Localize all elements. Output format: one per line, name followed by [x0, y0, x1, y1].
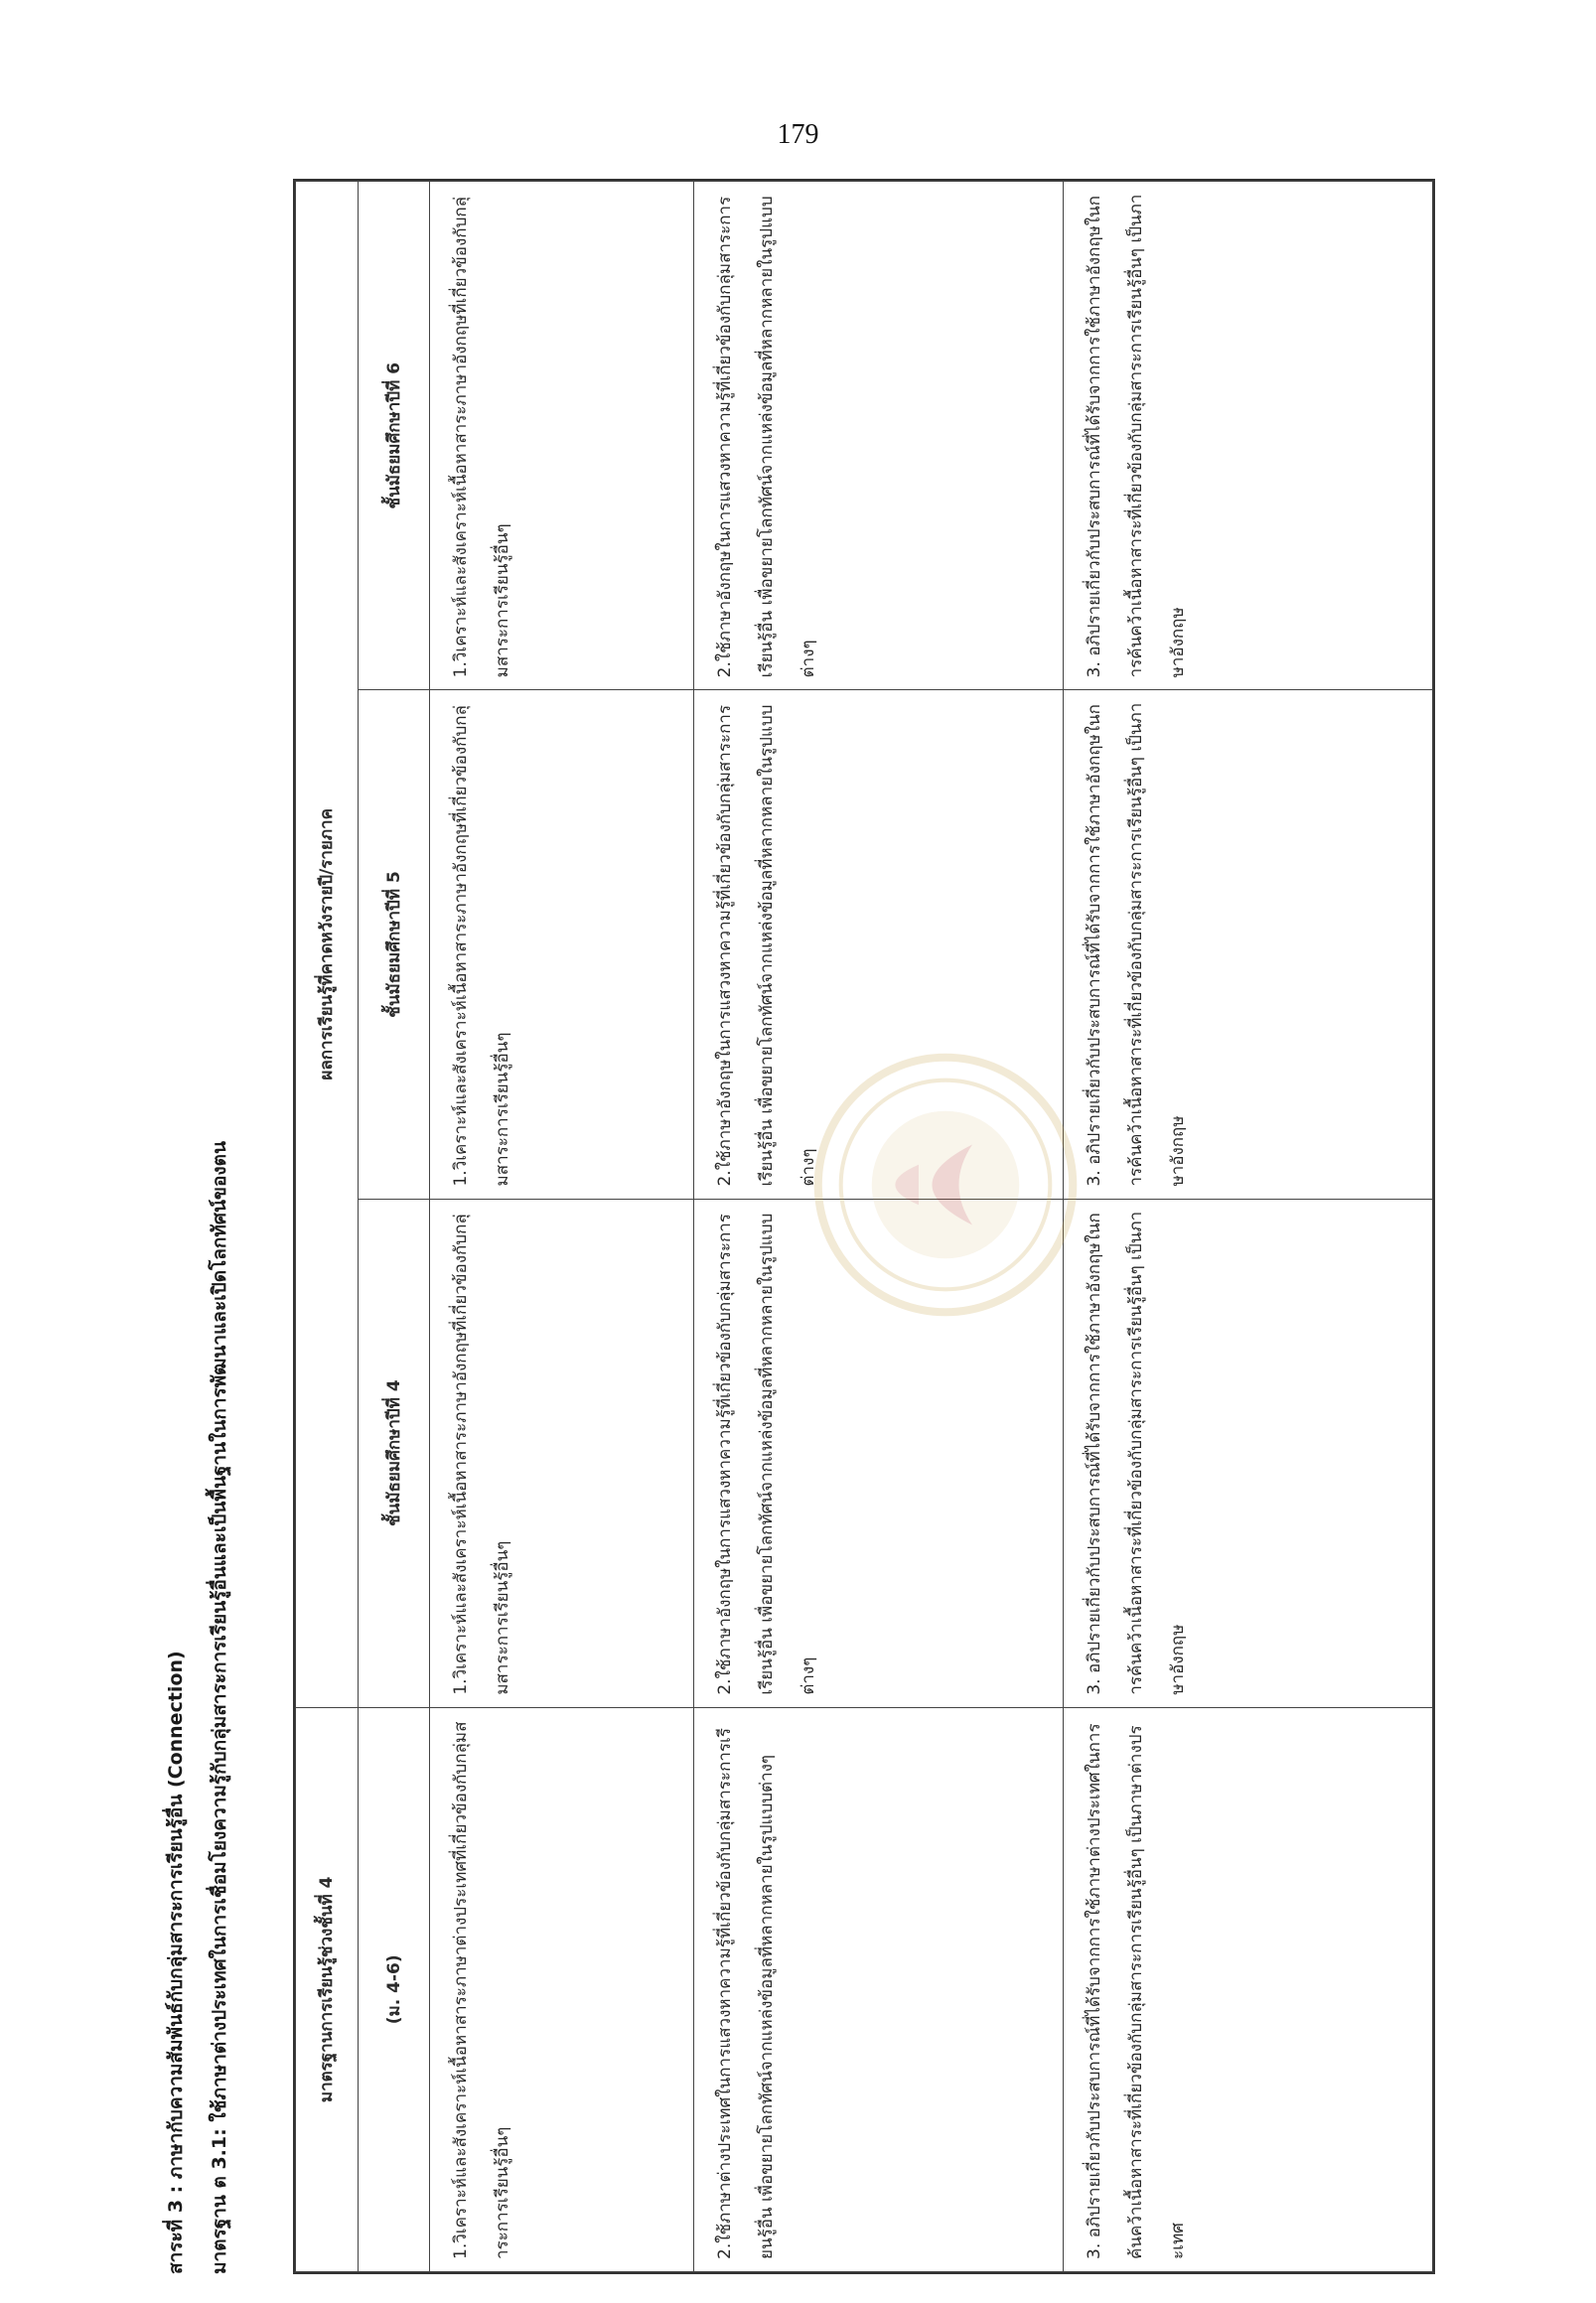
- rotated-landscape-content: [154, 179, 1455, 2274]
- standard-column-header: มาตรฐานการเรียนรู้ช่วงชั้นที่ 4: [296, 1707, 359, 2271]
- table-row: [693, 182, 1063, 2272]
- page-number: 179: [777, 119, 819, 150]
- table-row: [430, 182, 694, 2272]
- grade-4-header: ชั้นมัธยมศึกษาปีที่ 4: [359, 1199, 430, 1707]
- grade-6-header: ชั้นมัธยมศึกษาปีที่ 6: [359, 182, 430, 690]
- grade-5-cell: 1.วิเคราะห์และสังเคราะห์เนื้อหาสาระภาษาอังกฤษที่เกี่ยวข้องกับกลุ่มสาระการเรียนรู้อื่นๆ: [430, 690, 694, 1199]
- grade-4-cell: 1.วิเคราะห์และสังเคราะห์เนื้อหาสาระภาษาอังกฤษที่เกี่ยวข้องกับกลุ่มสาระการเรียนรู้อื่นๆ: [430, 1199, 694, 1707]
- standard-cell: 2.ใช้ภาษาต่างประเทศในการแสวงหาความรู้ที่เกี่ยวข้องกับกลุ่มสาระการเรียนรู้อื่น เพื่อขยายโลกทัศน์จากแหล่งข้อมูลที่หลากหลายในรูปแบบต่างๆ: [693, 1707, 1063, 2271]
- learning-outcomes-table: [293, 179, 1435, 2274]
- grade-5-cell: 3. อภิปรายเกี่ยวกับประสบการณ์ที่ได้รับจากการใช้ภาษาอังกฤษในการค้นคว้าเนื้อหาสาระที่เกี่ยวข้องกับกลุ่มสาระการเรียนรู้อื่นๆ เป็นภาษาอังกฤษ: [1063, 690, 1432, 1199]
- strand-heading: สาระที่ 3 : ภาษากับความสัมพันธ์กับกลุ่มสาระการเรียนรู้อื่น (Connection): [165, 1651, 187, 2274]
- grade-4-cell: 3. อภิปรายเกี่ยวกับประสบการณ์ที่ได้รับจากการใช้ภาษาอังกฤษในการค้นคว้าเนื้อหาสาระที่เกี่ยวข้องกับกลุ่มสาระการเรียนรู้อื่นๆ เป็นภาษาอังกฤษ: [1063, 1199, 1432, 1707]
- expected-outcomes-header: ผลการเรียนรู้ที่คาดหวังรายปี/รายภาค: [296, 182, 359, 1708]
- standard-cell: 1.วิเคราะห์และสังเคราะห์เนื้อหาสาระภาษาต่างประเทศที่เกี่ยวข้องกับกลุ่มสาระการเรียนรู้อื่นๆ: [430, 1707, 694, 2271]
- grade-6-cell: 3. อภิปรายเกี่ยวกับประสบการณ์ที่ได้รับจากการใช้ภาษาอังกฤษในการค้นคว้าเนื้อหาสาระที่เกี่ยวข้องกับกลุ่มสาระการเรียนรู้อื่นๆ เป็นภาษาอังกฤษ: [1063, 182, 1432, 690]
- grade-range-subheader: (ม. 4-6): [359, 1707, 430, 2271]
- grade-6-cell: 2.ใช้ภาษาอังกฤษในการแสวงหาความรู้ที่เกี่ยวข้องกับกลุ่มสาระการเรียนรู้อื่น เพื่อขยายโลกทัศน์จากแหล่งข้อมูลที่หลากหลายในรูปแบบต่างๆ: [693, 182, 1063, 690]
- grade-6-cell: 1.วิเคราะห์และสังเคราะห์เนื้อหาสาระภาษาอังกฤษที่เกี่ยวข้องกับกลุ่มสาระการเรียนรู้อื่นๆ: [430, 182, 694, 690]
- table-row: [1063, 182, 1432, 2272]
- grade-4-cell: 2.ใช้ภาษาอังกฤษในการแสวงหาความรู้ที่เกี่ยวข้องกับกลุ่มสาระการเรียนรู้อื่น เพื่อขยายโลกทัศน์จากแหล่งข้อมูลที่หลากหลายในรูปแบบต่างๆ: [693, 1199, 1063, 1707]
- standard-cell: 3. อภิปรายเกี่ยวกับประสบการณ์ที่ได้รับจากการใช้ภาษาต่างประเทศในการค้นคว้าเนื้อหาสาระที่เกี่ยวข้องกับกลุ่มสาระการเรียนรู้อื่นๆ เป็นภาษาต่างประเทศ: [1063, 1707, 1432, 2271]
- standard-heading: มาตรฐาน ต 3.1: ใช้ภาษาต่างประเทศในการเชื่อมโยงความรู้กับกลุ่มสาระการเรียนรู้อื่นและเป็นพื้นฐานในการพัฒนาและเปิดโลกทัศน์ของตน: [209, 1141, 230, 2274]
- grade-5-header: ชั้นมัธยมศึกษาปีที่ 5: [359, 690, 430, 1199]
- grade-5-cell: 2.ใช้ภาษาอังกฤษในการแสวงหาความรู้ที่เกี่ยวข้องกับกลุ่มสาระการเรียนรู้อื่น เพื่อขยายโลกทัศน์จากแหล่งข้อมูลที่หลากหลายในรูปแบบต่างๆ: [693, 690, 1063, 1199]
